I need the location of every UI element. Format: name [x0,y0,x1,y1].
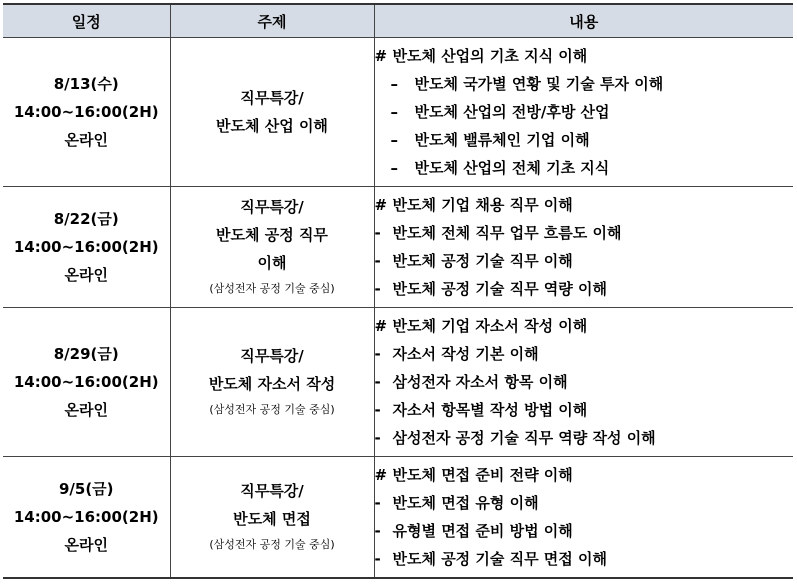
dash-marker: - [374,280,381,298]
hash-marker: # [374,466,388,484]
topic-line: 반도체 산업 이해 [216,117,328,135]
content-cell [374,187,793,308]
dash-marker: - [374,522,381,540]
table-row [3,457,793,579]
session-time: 14:00~16:00(2H) [13,103,159,121]
content-heading: # 반도체 기업 자소서 작성 이해 [375,312,794,340]
header-row [3,4,793,38]
list-item: – 반도체 국가별 연황 및 기술 투자 이해 [375,70,794,98]
list-item: - 반도체 공정 기술 직무 면접 이해 [375,545,794,573]
table-row [3,187,793,308]
dash-marker: - [374,252,381,270]
table-row [3,308,793,457]
session-date: 9/5(금) [58,480,114,498]
content-list [375,42,794,182]
session-mode: 온라인 [64,401,108,419]
dash-marker: - [374,429,381,447]
dash-marker: – [390,75,398,93]
content-list [375,312,794,452]
list-item: - 반도체 공정 기술 직무 이해 [375,247,794,275]
dash-marker: – [390,159,398,177]
topic-cell [170,457,374,579]
dash-marker: - [374,494,381,512]
list-item: - 자소서 작성 기본 이해 [375,340,794,368]
date-cell [3,457,170,579]
session-date: 8/13(수) [53,75,119,93]
content-cell [374,308,793,457]
session-time: 14:00~16:00(2H) [13,373,159,391]
content-heading: # 반도체 산업의 기초 지식 이해 [375,42,794,70]
list-item: - 삼성전자 자소서 항목 이해 [375,368,794,396]
topic-line: 직무특강/ [240,198,304,216]
topic-line: 반도체 공정 직무 [216,226,328,244]
session-mode: 온라인 [64,266,108,284]
date-cell [3,187,170,308]
list-item: – 반도체 산업의 전체 기초 지식 [375,154,794,182]
schedule-table [3,3,793,579]
topic-line: 직무특강/ [240,482,304,500]
list-item: - 반도체 면접 유형 이해 [375,489,794,517]
date-cell [3,38,170,187]
hash-marker: # [374,196,388,214]
topic-line: 직무특강/ [240,89,304,107]
session-time: 14:00~16:00(2H) [13,238,159,256]
topic-line: 반도체 자소서 작성 [208,375,336,393]
content-cell [374,38,793,187]
session-time: 14:00~16:00(2H) [13,508,159,526]
content-list [375,191,794,303]
topic-note: (삼성전자 공정 기술 중심) [209,538,335,551]
dash-marker: - [374,373,381,391]
hash-marker: # [374,317,388,335]
header-topic: 주제 [170,4,374,38]
topic-cell [170,308,374,457]
session-date: 8/29(금) [53,345,119,363]
list-item: – 반도체 산업의 전방/후방 산업 [375,98,794,126]
session-mode: 온라인 [64,131,108,149]
topic-line: 직무특강/ [240,347,304,365]
content-heading: # 반도체 면접 준비 전략 이해 [375,461,794,489]
list-item: - 자소서 항목별 작성 방법 이해 [375,396,794,424]
table-row [3,38,793,187]
date-cell [3,308,170,457]
topic-line: 반도체 면접 [233,510,311,528]
topic-note: (삼성전자 공정 기술 중심) [209,403,335,416]
topic-cell [170,38,374,187]
topic-line: 이해 [257,254,287,272]
topic-note: (삼성전자 공정 기술 중심) [209,282,335,295]
content-list [375,461,794,573]
dash-marker: - [374,224,381,242]
header-date: 일정 [3,4,170,38]
hash-marker: # [374,47,388,65]
list-item: - 삼성전자 공정 기술 직무 역량 작성 이해 [375,424,794,452]
list-item: - 유형별 면접 준비 방법 이해 [375,517,794,545]
session-date: 8/22(금) [53,210,119,228]
dash-marker: – [390,131,398,149]
list-item: - 반도체 공정 기술 직무 역량 이해 [375,275,794,303]
dash-marker: - [374,401,381,419]
content-cell [374,457,793,579]
dash-marker: - [374,550,381,568]
list-item: – 반도체 밸류체인 기업 이해 [375,126,794,154]
topic-cell [170,187,374,308]
list-item: - 반도체 전체 직무 업무 흐름도 이해 [375,219,794,247]
dash-marker: - [374,345,381,363]
header-content: 내용 [374,4,793,38]
dash-marker: – [390,103,398,121]
session-mode: 온라인 [64,536,108,554]
content-heading: # 반도체 기업 채용 직무 이해 [375,191,794,219]
